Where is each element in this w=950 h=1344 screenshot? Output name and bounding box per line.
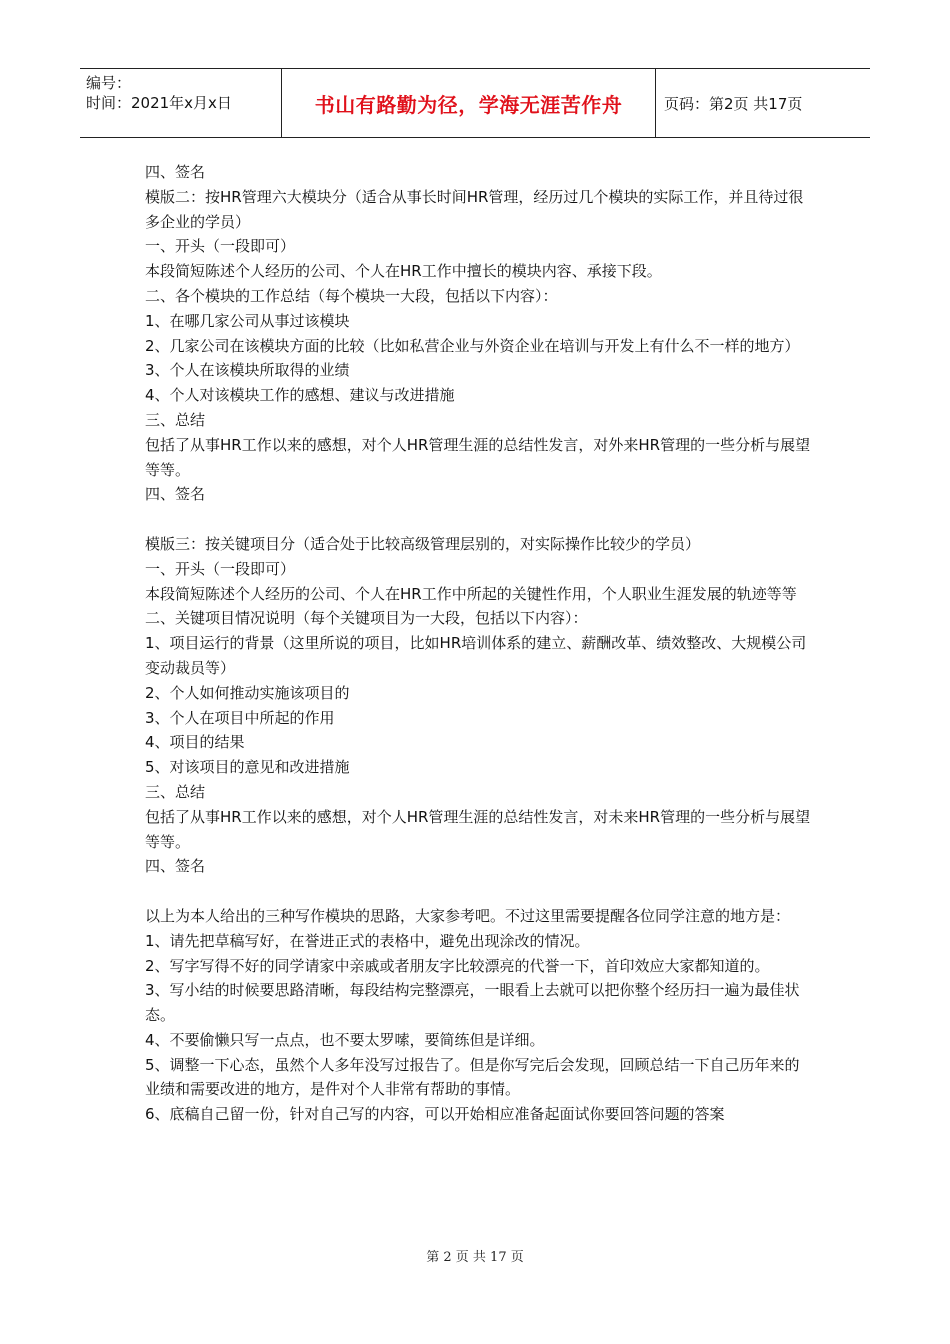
body-paragraph: 四、签名 bbox=[145, 485, 206, 504]
body-paragraph: 三、总结 bbox=[145, 410, 206, 429]
body-paragraph: 1、在哪几家公司从事过该模块 bbox=[145, 311, 350, 330]
document-body bbox=[145, 160, 813, 1127]
body-paragraph: 包括了从事HR工作以来的感想，对个人HR管理生涯的总结性发言，对未来HR管理的一些分析与展望等等。 bbox=[145, 807, 811, 851]
body-paragraph: 4、不要偷懒只写一点点，也不要太罗嗦，要简练但是详细。 bbox=[145, 1030, 545, 1049]
body-paragraph: 三、总结 bbox=[145, 782, 206, 801]
body-paragraph: 四、签名 bbox=[145, 857, 206, 876]
body-paragraph: 5、对该项目的意见和改进措施 bbox=[145, 758, 350, 777]
body-paragraph: 1、请先把草稿写好，在誉进正式的表格中，避免出现涂改的情况。 bbox=[145, 931, 590, 950]
body-paragraph: 3、写小结的时候要思路清晰，每段结构完整漂亮，一眼看上去就可以把你整个经历扫一遍为最佳状态。 bbox=[145, 981, 800, 1025]
header-meta bbox=[80, 69, 282, 137]
body-paragraph: 模版二：按HR管理六大模块分（适合从事长时间HR管理，经历过几个模块的实际工作，并且待过很多企业的学员） bbox=[145, 187, 804, 231]
body-paragraph: 二、各个模块的工作总结（每个模块一大段，包括以下内容）： bbox=[145, 286, 558, 305]
body-paragraph: 4、项目的结果 bbox=[145, 733, 245, 752]
body-paragraph: 一、开头（一段即可） bbox=[145, 559, 296, 578]
body-paragraph: 四、签名 bbox=[145, 163, 206, 181]
paragraph-gap bbox=[145, 507, 813, 532]
body-paragraph: 2、写字写得不好的同学请家中亲戚或者朋友字比较漂亮的代誉一下，首印效应大家都知道的。 bbox=[145, 956, 770, 975]
body-paragraph: 4、个人对该模块工作的感想、建议与改进措施 bbox=[145, 386, 455, 405]
body-paragraph: 3、个人在项目中所起的作用 bbox=[145, 708, 335, 727]
body-paragraph: 3、个人在该模块所取得的业绩 bbox=[145, 361, 350, 380]
body-paragraph: 本段简短陈述个人经历的公司、个人在HR工作中所起的关键性作用，个人职业生涯发展的轨迹等等 bbox=[145, 584, 797, 603]
body-paragraph: 5、调整一下心态，虽然个人多年没写过报告了。但是你写完后会发现，回顾总结一下自己历年来的业绩和需要改进的地方，是件对个人非常有帮助的事情。 bbox=[145, 1055, 800, 1099]
document-date-label: 时间：2021年x月x日 bbox=[86, 94, 232, 112]
body-paragraph: 6、底稿自己留一份，针对自己写的内容，可以开始相应准备起面试你要回答问题的答案 bbox=[145, 1105, 725, 1124]
header-page-info: 页码：第2页 共17页 bbox=[664, 94, 803, 113]
body-paragraph: 一、开头（一段即可） bbox=[145, 237, 296, 256]
page-footer: 第 2 页 共 17 页 bbox=[426, 1250, 524, 1265]
body-paragraph: 2、个人如何推动实施该项目的 bbox=[145, 683, 350, 702]
body-paragraph: 本段简短陈述个人经历的公司、个人在HR工作中擅长的模块内容、承接下段。 bbox=[145, 262, 662, 281]
body-paragraph: 2、几家公司在该模块方面的比较（比如私营企业与外资企业在培训与开发上有什么不一样的地方） bbox=[145, 336, 800, 355]
body-paragraph: 以上为本人给出的三种写作模块的思路，大家参考吧。不过这里需要提醒各位同学注意的地方是： bbox=[145, 906, 791, 925]
page-header bbox=[80, 68, 870, 138]
body-paragraph: 二、关键项目情况说明（每个关键项目为一大段，包括以下内容）： bbox=[145, 609, 588, 628]
paragraph-gap bbox=[145, 879, 813, 904]
body-paragraph: 模版三：按关键项目分（适合处于比较高级管理层别的，对实际操作比较少的学员） bbox=[145, 534, 701, 553]
body-paragraph: 1、项目运行的背景（这里所说的项目，比如HR培训体系的建立、薪酬改革、绩效整改、大规模公司变动裁员等） bbox=[145, 634, 807, 677]
header-motto: 书山有路勤为径，学海无涯苦作舟 bbox=[282, 69, 656, 137]
document-number-label: 编号： bbox=[86, 74, 132, 92]
body-paragraph: 包括了从事HR工作以来的感想，对个人HR管理生涯的总结性发言，对外来HR管理的一些分析与展望等等。 bbox=[145, 435, 811, 479]
